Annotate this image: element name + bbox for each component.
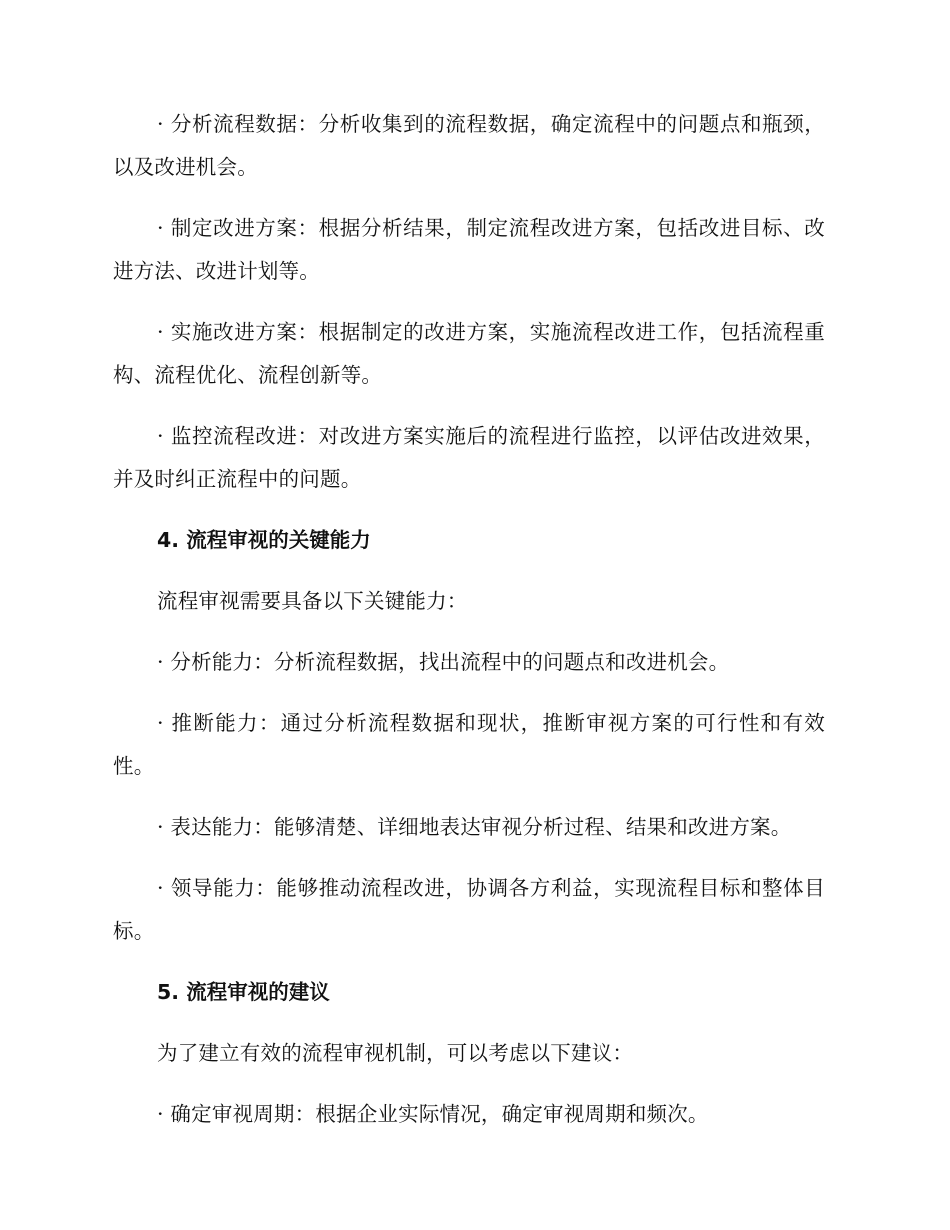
bullet-analysis-capability: · 分析能力：分析流程数据，找出流程中的问题点和改进机会。 xyxy=(157,650,730,674)
intro-key-capabilities: 流程审视需要具备以下关键能力： xyxy=(157,589,468,613)
section-heading-key-capabilities: 4. 流程审视的关键能力 xyxy=(157,528,371,552)
bullet-implement-improvement-plan: · 实施改进方案：根据制定的改进方案，实施流程改进工作，包括流程重构、流程优化、流程创新等。 xyxy=(113,320,825,387)
bullet-monitor-improvement: · 监控流程改进：对改进方案实施后的流程进行监控，以评估改进效果，并及时纠正流程中的问题。 xyxy=(113,424,825,491)
bullet-review-cycle: · 确定审视周期：根据企业实际情况，确定审视周期和频次。 xyxy=(157,1102,709,1126)
bullet-expression-capability: · 表达能力：能够清楚、详细地表达审视分析过程、结果和改进方案。 xyxy=(157,815,792,839)
bullet-leadership-capability: · 领导能力：能够推动流程改进，协调各方利益，实现流程目标和整体目标。 xyxy=(113,876,825,943)
intro-recommendations: 为了建立有效的流程审视机制，可以考虑以下建议： xyxy=(157,1041,634,1065)
bullet-analyze-process-data: · 分析流程数据：分析收集到的流程数据，确定流程中的问题点和瓶颈，以及改进机会。 xyxy=(113,112,825,179)
bullet-inference-capability: · 推断能力：通过分析流程数据和现状，推断审视方案的可行性和有效性。 xyxy=(113,711,825,778)
bullet-define-improvement-plan: · 制定改进方案：根据分析结果，制定流程改进方案，包括改进目标、改进方法、改进计划等。 xyxy=(113,216,825,283)
section-heading-recommendations: 5. 流程审视的建议 xyxy=(157,980,330,1004)
document-body xyxy=(113,103,825,1154)
